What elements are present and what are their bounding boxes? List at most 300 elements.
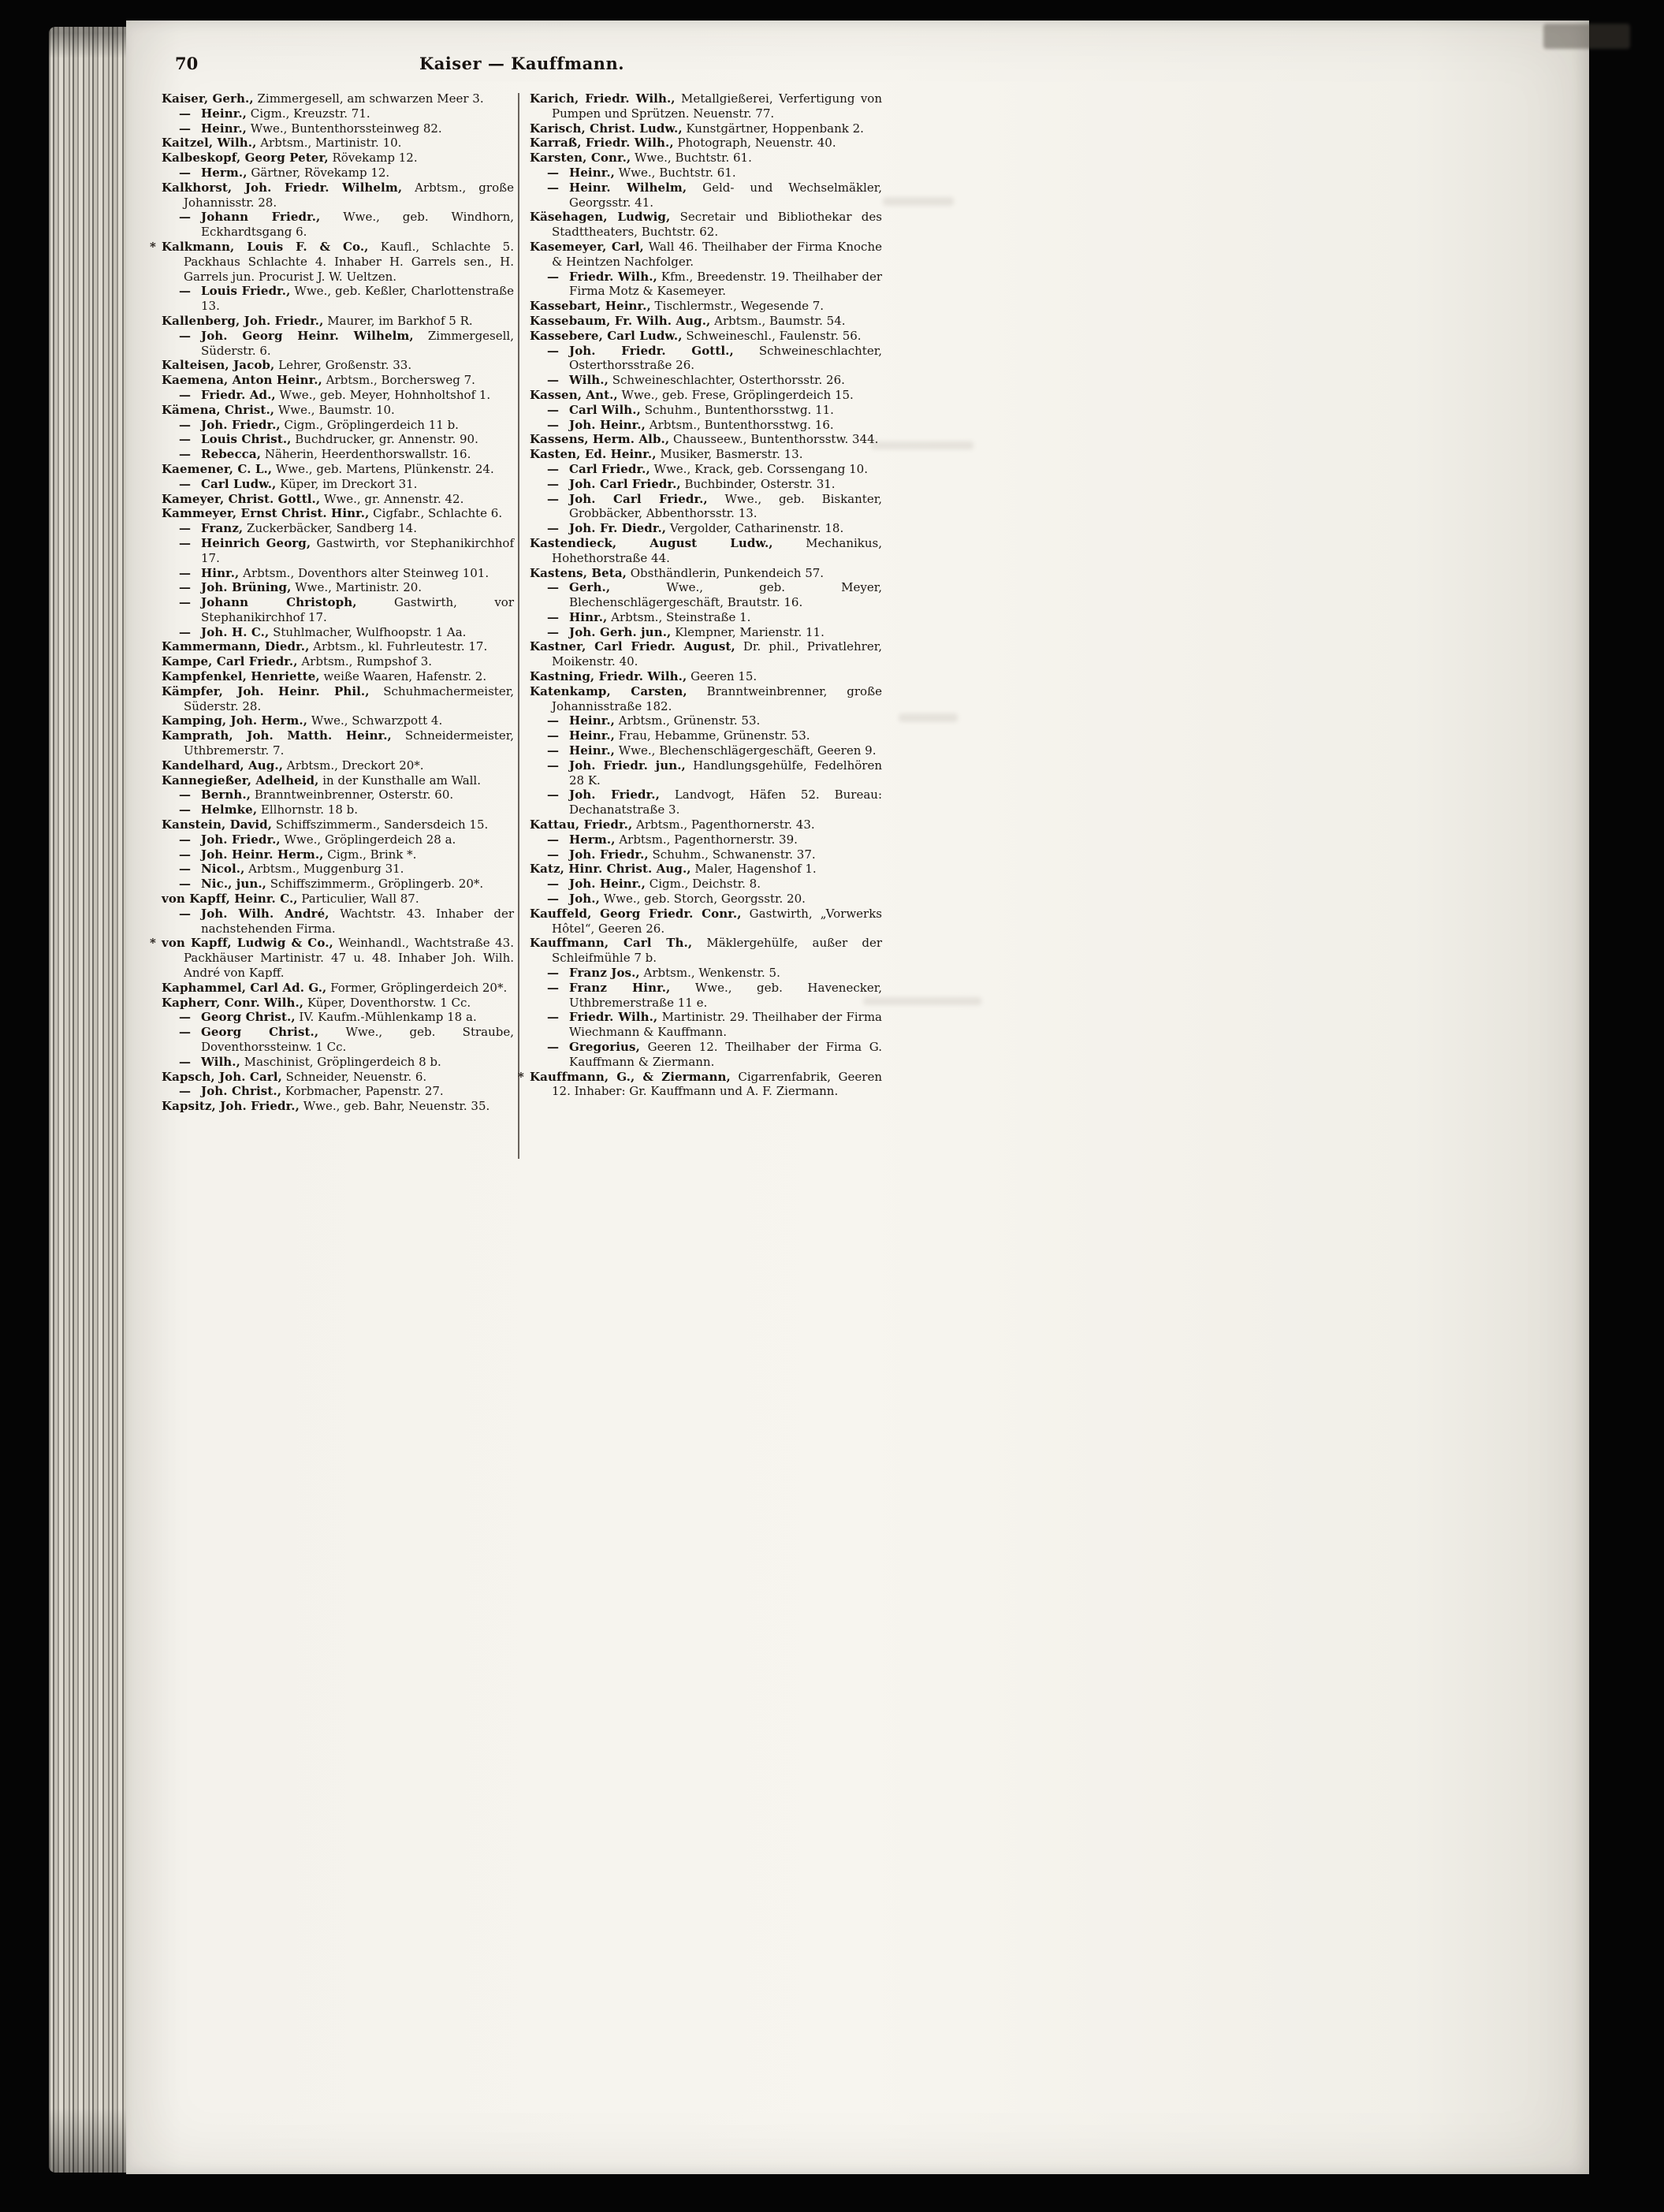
directory-entry xyxy=(162,862,514,877)
entry-name: Helmke, xyxy=(201,803,258,817)
entry-name: Kassens, Herm. Alb., xyxy=(530,432,670,447)
entry-name: Kampfenkel, Henriette, xyxy=(162,669,320,684)
entry-details: Wwe., geb. Windhorn, Eckhardtsgang 6. xyxy=(201,210,515,240)
directory-entry xyxy=(162,580,514,595)
entry-details: Weinhandl., Wachtstraße 43. Packhäuser Martinistr. 47 u. 48. Inhaber Joh. Wilh. André von Kapff. xyxy=(184,936,514,981)
entry-prefix: — xyxy=(547,980,559,995)
entry-details: Cigfabr., Schlachte 6. xyxy=(369,506,503,521)
entry-name: Heinr., xyxy=(569,743,615,758)
entry-name: Kassen, Ant., xyxy=(530,387,618,402)
entry-name: Kassebaum, Fr. Wilh. Aug., xyxy=(530,313,711,328)
directory-entry xyxy=(162,329,514,359)
entry-prefix: — xyxy=(547,1040,559,1054)
directory-entry xyxy=(162,892,514,907)
directory-entry xyxy=(162,477,514,492)
entry-details: Arbtsm., Dreckort 20*. xyxy=(283,758,424,773)
entry-details: Arbtsm., Pagenthornerstr. 43. xyxy=(632,817,815,832)
entry-prefix: — xyxy=(547,373,559,388)
entry-prefix: — xyxy=(179,328,191,343)
entry-prefix: * xyxy=(150,239,156,254)
entry-prefix: — xyxy=(547,580,559,595)
directory-entry xyxy=(162,566,514,581)
entry-details: Obsthändlerin, Punkendeich 57. xyxy=(626,565,825,580)
directory-entry xyxy=(162,713,514,728)
entry-name: Joh. Friedr., xyxy=(569,788,660,803)
directory-entry xyxy=(530,403,882,418)
entry-details: Arbtsm., Buntenthorsstwg. 16. xyxy=(645,417,834,432)
entry-name: Joh. Friedr., xyxy=(201,417,281,432)
entry-name: Hinr., xyxy=(201,565,240,580)
entry-details: Schneider, Neuenstr. 6. xyxy=(281,1069,427,1084)
entry-name: Kaemena, Anton Heinr., xyxy=(162,373,322,388)
entry-name: Kaemener, C. L., xyxy=(162,461,273,476)
column-divider xyxy=(518,93,519,1159)
entry-name: Joh. Fr. Diedr., xyxy=(569,521,667,536)
directory-entry xyxy=(530,639,882,669)
ink-bleed-smudge xyxy=(883,197,954,206)
entry-name: Joh. Friedr. Gottl., xyxy=(569,343,734,358)
directory-entry xyxy=(162,684,514,714)
directory-entry xyxy=(162,996,514,1011)
entry-details: Maurer, im Barkhof 5 R. xyxy=(323,313,473,328)
directory-entry xyxy=(530,136,882,151)
entry-details: Arbtsm., Baumstr. 54. xyxy=(710,313,846,328)
entry-details: Arbtsm., Grünenstr. 53. xyxy=(615,713,761,728)
entry-name: Herm., xyxy=(569,832,616,847)
directory-entry xyxy=(162,832,514,847)
entry-details: Cigm., Deichstr. 8. xyxy=(645,877,761,892)
entry-name: Kammeyer, Ernst Christ. Hinr., xyxy=(162,506,370,521)
entry-details: Schuhm., Buntenthorsstwg. 11. xyxy=(640,402,834,417)
entry-name: Kaphammel, Carl Ad. G., xyxy=(162,980,327,995)
directory-entry xyxy=(162,106,514,121)
entry-name: Rebecca, xyxy=(201,447,262,462)
entry-details: Schweineschlachter, Osterthorsstr. 26. xyxy=(608,373,845,388)
entry-details: Klempner, Marienstr. 11. xyxy=(671,624,825,639)
entry-details: Gastwirth, vor Stephanikirchhof 17. xyxy=(201,535,514,565)
entry-prefix: — xyxy=(547,832,559,847)
entry-details: Wwe., geb. Martens, Plünkenstr. 24. xyxy=(272,461,494,476)
entry-details: weiße Waaren, Hafenstr. 2. xyxy=(319,669,487,684)
directory-entry xyxy=(150,239,514,284)
entry-details: Wwe., geb. Keßler, Charlottenstraße 13. xyxy=(201,284,514,314)
directory-entry xyxy=(530,610,882,625)
entry-details: Wwe., Buchtstr. 61. xyxy=(615,165,736,180)
entry-details: Schneidermeister, Uthbremerstr. 7. xyxy=(184,728,514,758)
directory-entry xyxy=(162,418,514,433)
entry-details: Schweineschlachter, Osterthorsstraße 26. xyxy=(569,343,882,373)
entry-prefix: — xyxy=(179,1084,191,1099)
entry-name: Kauffmann, Carl Th., xyxy=(530,936,693,951)
entry-name: Käsehagen, Ludwig, xyxy=(530,210,671,225)
entry-prefix: — xyxy=(179,210,191,225)
entry-name: Friedr. Wilh., xyxy=(569,1010,658,1025)
entry-details: Korbmacher, Papenstr. 27. xyxy=(281,1084,444,1099)
entry-details: Handlungsgehülfe, Fedelhören 28 K. xyxy=(569,758,882,788)
directory-entry xyxy=(162,788,514,803)
directory-entry xyxy=(530,121,882,136)
entry-name: von Kapff, Heinr. C., xyxy=(162,892,298,907)
entry-details: Rövekamp 12. xyxy=(328,151,418,166)
entry-prefix: — xyxy=(547,758,559,773)
entry-name: Kameyer, Christ. Gottl., xyxy=(162,491,321,506)
entry-name: Joh. Friedr., xyxy=(569,847,649,862)
entry-name: Heinr., xyxy=(569,165,615,180)
directory-entry xyxy=(162,506,514,521)
entry-name: Joh. Wilh. André, xyxy=(201,906,329,921)
directory-entry xyxy=(530,877,882,892)
page-stack-edges xyxy=(49,27,131,2173)
entry-name: Kastens, Beta, xyxy=(530,565,627,580)
entry-details: Schiffszimmerm., Gröplingerb. 20*. xyxy=(266,877,484,892)
entry-prefix: — xyxy=(179,165,191,180)
entry-name: Joh. Georg Heinr. Wilhelm, xyxy=(201,328,414,343)
directory-entry xyxy=(530,907,882,937)
entry-name: Kalkhorst, Joh. Friedr. Wilhelm, xyxy=(162,180,403,195)
entry-name: Joh. Friedr. jun., xyxy=(569,758,686,773)
directory-entry xyxy=(530,832,882,847)
entry-name: Kastner, Carl Friedr. August, xyxy=(530,639,735,654)
entry-name: Kämpfer, Joh. Heinr. Phil., xyxy=(162,683,370,698)
entry-details: Schweineschl., Faulenstr. 56. xyxy=(682,328,862,343)
entry-details: Geeren 15. xyxy=(687,669,758,684)
entry-prefix: — xyxy=(179,106,191,121)
entry-prefix: — xyxy=(179,1054,191,1069)
entry-name: Kasemeyer, Carl, xyxy=(530,239,644,254)
entry-name: Karisch, Christ. Ludw., xyxy=(530,121,683,136)
entry-prefix: — xyxy=(547,402,559,417)
entry-name: Kapherr, Conr. Wilh., xyxy=(162,995,304,1010)
entry-name: Louis Christ., xyxy=(201,432,292,447)
entry-name: Kalbeskopf, Georg Peter, xyxy=(162,151,329,166)
entry-name: Heinr., xyxy=(569,713,615,728)
entry-details: Frau, Hebamme, Grünenstr. 53. xyxy=(615,728,810,743)
directory-entry xyxy=(530,447,882,462)
directory-entry xyxy=(530,477,882,492)
entry-details: Chausseew., Buntenthorsstw. 344. xyxy=(669,432,879,447)
directory-entry xyxy=(530,862,882,877)
entry-prefix: * xyxy=(518,1069,524,1084)
entry-name: Kassebart, Heinr., xyxy=(530,299,651,314)
directory-entry xyxy=(530,758,882,788)
directory-entry xyxy=(530,388,882,403)
entry-name: Bernh., xyxy=(201,788,251,803)
entry-details: Kunstgärtner, Hoppenbank 2. xyxy=(682,121,864,136)
directory-entry xyxy=(162,1084,514,1099)
column-left xyxy=(150,91,515,1114)
directory-entry xyxy=(530,151,882,166)
entry-prefix: — xyxy=(179,476,191,491)
ink-bleed-smudge xyxy=(899,713,958,722)
entry-name: Kapsch, Joh. Carl, xyxy=(162,1069,282,1084)
entry-details: Wwe., Schwarzpott 4. xyxy=(307,713,443,728)
directory-entry xyxy=(530,314,882,329)
entry-name: Nic., jun., xyxy=(201,877,266,892)
entry-details: Schuhmachermeister, Süderstr. 28. xyxy=(184,683,515,713)
entry-prefix: — xyxy=(547,180,559,195)
directory-entry xyxy=(162,536,514,566)
entry-name: Kallenberg, Joh. Friedr., xyxy=(162,313,324,328)
directory-entry xyxy=(162,669,514,684)
directory-entry xyxy=(162,136,514,151)
entry-prefix: — xyxy=(547,624,559,639)
directory-entry xyxy=(530,1040,882,1070)
entry-name: Joh. Gerh. jun., xyxy=(569,624,672,639)
directory-entry xyxy=(530,625,882,640)
running-header: Kaiser — Kauffmann. xyxy=(419,54,625,73)
directory-entry xyxy=(162,1055,514,1070)
entry-details: Arbtsm., Pagenthornerstr. 39. xyxy=(615,832,798,847)
entry-details: Cigm., Kreuzstr. 71. xyxy=(247,106,370,121)
entry-details: Arbtsm., große Johannisstr. 28. xyxy=(184,180,514,210)
entry-details: Particulier, Wall 87. xyxy=(297,892,419,907)
directory-entry xyxy=(162,284,514,314)
entry-prefix: — xyxy=(179,595,191,610)
entry-name: Karich, Friedr. Wilh., xyxy=(530,91,676,106)
entry-name: Kauffmann, G., & Ziermann, xyxy=(530,1069,731,1084)
entry-name: Karsten, Conr., xyxy=(530,151,631,166)
directory-entry xyxy=(162,166,514,181)
entry-name: Kammermann, Diedr., xyxy=(162,639,310,654)
directory-entry xyxy=(162,358,514,373)
entry-details: Wwe., Krack, geb. Corssengang 10. xyxy=(650,461,868,476)
directory-entry xyxy=(162,1099,514,1114)
entry-name: Kassebere, Carl Ludw., xyxy=(530,328,683,343)
entry-details: Arbtsm., Rumpshof 3. xyxy=(297,654,433,669)
directory-entry xyxy=(530,432,882,447)
entry-name: Herm., xyxy=(201,165,248,180)
directory-entry xyxy=(530,684,882,714)
directory-entry xyxy=(162,625,514,640)
entry-name: Gerh., xyxy=(569,580,611,595)
entry-name: Kaiser, Gerh., xyxy=(162,91,254,106)
entry-name: Heinr., xyxy=(201,121,247,136)
entry-name: Nicol., xyxy=(201,862,245,877)
entry-details: Wwe., Buntenthorssteinweg 82. xyxy=(247,121,442,136)
entry-name: Franz Jos., xyxy=(569,966,640,981)
directory-entry xyxy=(162,758,514,773)
entry-details: Maler, Hagenshof 1. xyxy=(691,862,817,877)
entry-details: Secretair und Bibliothekar des Stadttheaters, Buchtstr. 62. xyxy=(552,210,882,240)
directory-entry xyxy=(162,462,514,477)
directory-entry xyxy=(530,462,882,477)
directory-entry xyxy=(530,492,882,522)
entry-details: Wwe., gr. Annenstr. 42. xyxy=(320,491,464,506)
entry-details: IV. Kaufm.-Mühlenkamp 18 a. xyxy=(295,1010,477,1025)
entry-details: Näherin, Heerdenthorswallstr. 16. xyxy=(261,447,471,462)
entry-details: Zimmergesell, am schwarzen Meer 3. xyxy=(253,91,484,106)
directory-entry xyxy=(530,936,882,966)
entry-details: Wall 46. Theilhaber der Firma Knoche & Heintzen Nachfolger. xyxy=(552,239,882,269)
entry-name: Kastendieck, August Ludw., xyxy=(530,535,773,550)
entry-name: Kaitzel, Wilh., xyxy=(162,136,257,151)
entry-details: Landvogt, Häfen 52. Bureau: Dechanatstraße 3. xyxy=(569,788,883,817)
directory-entry xyxy=(530,373,882,388)
entry-name: Joh., xyxy=(569,892,600,907)
entry-name: Gregorius, xyxy=(569,1040,640,1054)
entry-name: Kanstein, David, xyxy=(162,817,273,832)
directory-entry xyxy=(530,270,882,300)
directory-entry xyxy=(150,936,514,981)
entry-name: Joh. Heinr., xyxy=(569,417,646,432)
entry-name: Kauffeld, Georg Friedr. Conr., xyxy=(530,906,742,921)
entry-details: Cigarrenfabrik, Geeren 12. Inhaber: Gr. Kauffmann und A. F. Ziermann. xyxy=(552,1069,882,1099)
directory-entry xyxy=(530,728,882,743)
directory-entry xyxy=(530,966,882,981)
directory-entry xyxy=(162,521,514,536)
entry-prefix: — xyxy=(547,713,559,728)
entry-details: Arbtsm., Martinistr. 10. xyxy=(256,136,402,151)
entry-name: Joh. Christ., xyxy=(201,1084,282,1099)
entry-details: Dr. phil., Privatlehrer, Moikenstr. 40. xyxy=(552,639,882,669)
corner-mark-smudge xyxy=(1543,24,1630,49)
entry-prefix: — xyxy=(547,521,559,536)
directory-entry xyxy=(530,713,882,728)
entry-name: Heinr., xyxy=(201,106,247,121)
directory-entry xyxy=(530,743,882,758)
entry-details: Wwe., geb. Frese, Gröplingerdeich 15. xyxy=(617,387,854,402)
entry-details: Former, Gröplingerdeich 20*. xyxy=(326,980,508,995)
entry-details: Arbtsm., kl. Fuhrleutestr. 17. xyxy=(309,639,488,654)
entry-name: Carl Ludw., xyxy=(201,476,277,491)
entry-details: Küper, im Dreckort 31. xyxy=(276,476,418,491)
directory-entry xyxy=(162,388,514,403)
entry-prefix: * xyxy=(150,936,156,951)
directory-entry xyxy=(530,418,882,433)
entry-details: Gastwirth, „Vorwerks Hôtel“, Geeren 26. xyxy=(552,906,882,936)
directory-entry xyxy=(162,877,514,892)
directory-entry xyxy=(162,654,514,669)
entry-details: Arbtsm., Muggenburg 31. xyxy=(244,862,404,877)
directory-entry xyxy=(162,1070,514,1085)
directory-entry xyxy=(162,803,514,817)
entry-name: Carl Friedr., xyxy=(569,461,650,476)
directory-entry xyxy=(530,210,882,240)
directory-entry xyxy=(530,536,882,566)
entry-details: Arbtsm., Steinstraße 1. xyxy=(607,609,751,624)
entry-name: Friedr. Ad., xyxy=(201,387,276,402)
entry-prefix: — xyxy=(547,728,559,743)
entry-name: Georg Christ., xyxy=(201,1025,319,1040)
entry-details: Branntweinbrenner, Osterstr. 60. xyxy=(251,788,454,803)
entry-name: Johann Christoph, xyxy=(201,595,357,610)
entry-prefix: — xyxy=(547,1010,559,1025)
entry-name: Johann Friedr., xyxy=(201,210,321,225)
entry-details: Wwe., geb. Straube, Doventhorssteinw. 1 Cc. xyxy=(201,1025,514,1054)
entry-details: Wwe., Martinistr. 20. xyxy=(291,580,423,595)
directory-entry xyxy=(518,1069,882,1100)
entry-details: Schiffszimmerm., Sandersdeich 15. xyxy=(272,817,489,832)
entry-prefix: — xyxy=(179,121,191,136)
entry-name: Kämena, Christ., xyxy=(162,402,275,417)
entry-name: Heinr. Wilhelm, xyxy=(569,180,687,195)
entry-name: Kandelhard, Aug., xyxy=(162,758,284,773)
directory-entry xyxy=(162,907,514,937)
entry-prefix: — xyxy=(179,580,191,595)
directory-entry xyxy=(162,121,514,136)
entry-details: Wwe., geb. Storch, Georgsstr. 20. xyxy=(599,892,806,907)
entry-prefix: — xyxy=(547,847,559,862)
directory-entry xyxy=(530,669,882,684)
entry-prefix: — xyxy=(179,832,191,847)
directory-entry xyxy=(162,1025,514,1055)
entry-name: Kastning, Friedr. Wilh., xyxy=(530,669,687,684)
entry-prefix: — xyxy=(179,432,191,447)
entry-details: Metallgießerei, Verfertigung von Pumpen und Sprützen. Neuenstr. 77. xyxy=(552,91,882,121)
entry-name: Joh. Friedr., xyxy=(201,832,281,847)
entry-details: Mäklergehülfe, außer der Schleifmühle 7 b. xyxy=(552,936,882,966)
entry-prefix: — xyxy=(179,447,191,462)
directory-entry xyxy=(530,847,882,862)
entry-prefix: — xyxy=(179,284,191,299)
directory-entry xyxy=(162,373,514,388)
directory-entry xyxy=(162,210,514,240)
entry-details: Zimmergesell, Süderstr. 6. xyxy=(201,328,514,358)
directory-entry xyxy=(162,817,514,832)
entry-details: Wwe., geb. Bahr, Neuenstr. 35. xyxy=(299,1099,490,1114)
directory-entry xyxy=(530,1010,882,1040)
entry-prefix: — xyxy=(179,387,191,402)
directory-entry xyxy=(530,892,882,907)
directory-entry xyxy=(162,151,514,166)
entry-details: Wwe., geb. Biskanter, Grobbäcker, Abbenthorsstr. 13. xyxy=(569,491,882,521)
entry-prefix: — xyxy=(179,1010,191,1025)
entry-name: Kattau, Friedr., xyxy=(530,817,633,832)
entry-name: Carl Wilh., xyxy=(569,402,641,417)
entry-name: Kapsitz, Joh. Friedr., xyxy=(162,1099,300,1114)
entry-details: Geeren 12. Theilhaber der Firma G. Kauffmann & Ziermann. xyxy=(569,1040,882,1069)
entry-prefix: — xyxy=(547,491,559,506)
entry-prefix: — xyxy=(179,535,191,550)
directory-entry xyxy=(530,580,882,610)
entry-prefix: — xyxy=(547,743,559,758)
entry-prefix: — xyxy=(547,966,559,981)
entry-details: in der Kunsthalle am Wall. xyxy=(318,773,482,788)
entry-details: Kaufl., Schlachte 5. Packhaus Schlachte 4. Inhaber H. Garrels sen., H. Garrels jun. Procurist J. W. Ueltzen. xyxy=(184,239,514,284)
directory-entry xyxy=(162,403,514,418)
directory-entry xyxy=(162,181,514,210)
entry-details: Vergolder, Catharinenstr. 18. xyxy=(666,521,844,536)
entry-name: Wilh., xyxy=(569,373,609,388)
entry-details: Wwe., Buchtstr. 61. xyxy=(631,151,752,166)
entry-prefix: — xyxy=(179,788,191,803)
entry-prefix: — xyxy=(179,847,191,862)
entry-details: Buchbinder, Osterstr. 31. xyxy=(680,476,836,491)
directory-entry xyxy=(530,788,882,817)
entry-details: Cigm., Gröplingerdeich 11 b. xyxy=(280,417,459,432)
entry-details: Arbtsm., Borchersweg 7. xyxy=(322,373,475,388)
entry-name: Katz, Hinr. Christ. Aug., xyxy=(530,862,691,877)
directory-entry xyxy=(530,299,882,314)
directory-entry xyxy=(162,91,514,106)
entry-details: Wwe., geb. Meyer, Blechenschlägergeschäft, Brautstr. 16. xyxy=(569,580,882,610)
directory-entry xyxy=(162,492,514,507)
entry-details: Wwe., Baumstr. 10. xyxy=(274,402,395,417)
entry-prefix: — xyxy=(547,892,559,907)
entry-prefix: — xyxy=(547,343,559,358)
entry-details: Küper, Doventhorstw. 1 Cc. xyxy=(303,995,471,1010)
entry-details: Schuhm., Schwanenstr. 37. xyxy=(648,847,816,862)
entry-details: Lehrer, Großenstr. 33. xyxy=(274,358,412,373)
entry-name: Louis Friedr., xyxy=(201,284,291,299)
directory-entry xyxy=(530,329,882,344)
entry-name: Franz Hinr., xyxy=(569,980,671,995)
entry-prefix: — xyxy=(179,624,191,639)
entry-prefix: — xyxy=(179,877,191,892)
entry-name: Wilh., xyxy=(201,1054,240,1069)
entry-name: Joh. Carl Friedr., xyxy=(569,476,681,491)
entry-details: Gärtner, Rövekamp 12. xyxy=(247,165,390,180)
